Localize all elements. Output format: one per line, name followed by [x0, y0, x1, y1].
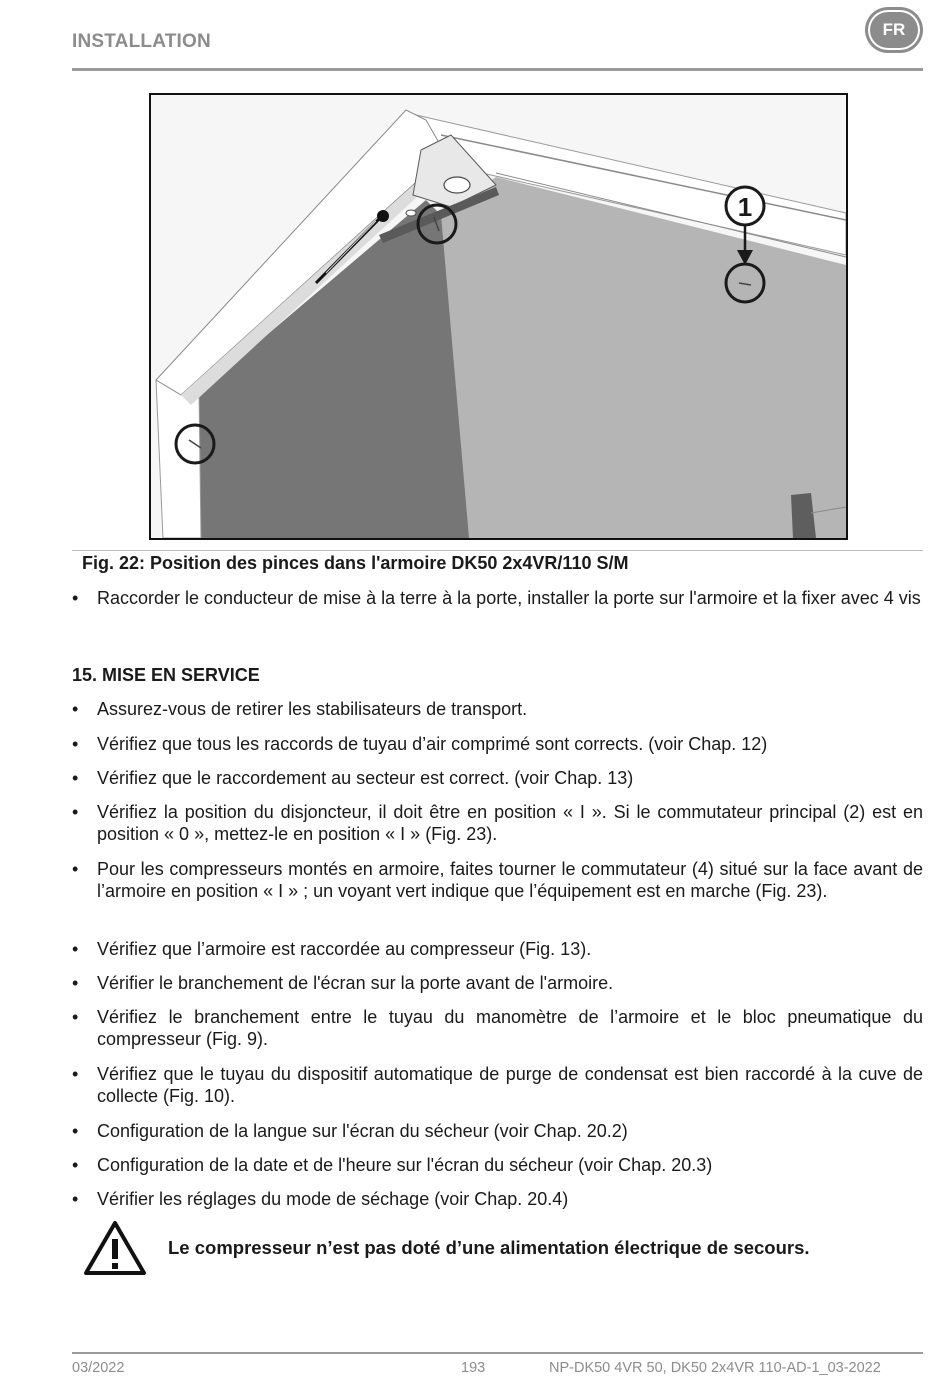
- list-item-text: Vérifiez que tous les raccords de tuyau d’air comprimé sont corrects. (voir Chap. 12): [97, 734, 768, 754]
- bullet-dot: •: [72, 859, 79, 879]
- list-item: [72, 938, 923, 960]
- list-item: [72, 858, 923, 902]
- bullet-dot: •: [72, 1189, 79, 1209]
- list-item-text: Vérifier les réglages du mode de séchage (voir Chap. 20.4): [97, 1189, 569, 1209]
- bullet-dot: •: [72, 588, 79, 608]
- list-item-text: Vérifier le branchement de l'écran sur la porte avant de l'armoire.: [97, 973, 614, 993]
- list-item-text: Vérifiez que l’armoire est raccordée au compresseur (Fig. 13).: [97, 939, 592, 959]
- list-item: [72, 972, 923, 994]
- warning-triangle-icon: [83, 1220, 147, 1276]
- list-item: [72, 1188, 923, 1210]
- bullet-dot: •: [72, 768, 79, 788]
- bullet-dot: •: [72, 1064, 79, 1084]
- list-item-text: Configuration de la date et de l'heure sur l'écran du sécheur (voir Chap. 20.3): [97, 1155, 713, 1175]
- list-item-text: Vérifiez le branchement entre le tuyau du manomètre de l’armoire et le bloc pneumatique du compresseur (Fig. 9).: [97, 1007, 923, 1049]
- figure-cabinet-clamps: [149, 93, 848, 540]
- page-number: 193: [461, 1360, 486, 1376]
- list-item: [72, 733, 923, 755]
- list-item-text: Assurez-vous de retirer les stabilisateurs de transport.: [97, 699, 528, 719]
- caption-rule: [72, 550, 923, 551]
- list-item: [72, 1063, 923, 1107]
- header-rule: [72, 68, 923, 71]
- list-item: [72, 801, 923, 845]
- footer-rule: [72, 1352, 923, 1354]
- bullet-dot: •: [72, 734, 79, 754]
- list-item: [72, 587, 923, 609]
- callout-number: 1: [737, 192, 753, 222]
- footer-document-id: NP-DK50 4VR 50, DK50 2x4VR 110-AD-1_03-2022: [549, 1360, 881, 1376]
- list-item-text: Vérifiez que le raccordement au secteur est correct. (voir Chap. 13): [97, 768, 634, 788]
- list-item-text: Raccorder le conducteur de mise à la terre à la porte, installer la porte sur l'armoire et la fixer avec 4 vis: [97, 588, 921, 608]
- list-item: [72, 1006, 923, 1050]
- bullet-dot: •: [72, 1007, 79, 1027]
- list-item: [72, 1120, 923, 1142]
- footer-date: 03/2022: [72, 1360, 125, 1376]
- cabinet-illustration: [151, 95, 846, 538]
- section-heading: 15. MISE EN SERVICE: [72, 665, 260, 685]
- bullet-dot: •: [72, 699, 79, 719]
- bullet-dot: •: [72, 939, 79, 959]
- list-item-text: Vérifiez que le tuyau du dispositif automatique de purge de condensat est bien raccordé à la cuve de collecte (Fig. 10).: [97, 1064, 923, 1106]
- bullet-dot: •: [72, 1155, 79, 1175]
- list-item: [72, 1154, 923, 1176]
- list-item: [72, 767, 923, 789]
- list-item-text: Vérifiez la position du disjoncteur, il doit être en position « I ». Si le commutateur principal (2) est en position « 0 », mettez-le en position « I » (Fig. 23).: [97, 802, 923, 844]
- bullet-dot: •: [72, 802, 79, 822]
- bullet-dot: •: [72, 1121, 79, 1141]
- figure-caption: Fig. 22: Position des pinces dans l'armoire DK50 2x4VR/110 S/M: [82, 553, 629, 573]
- warning-text: Le compresseur n’est pas doté d’une alimentation électrique de secours.: [168, 1237, 810, 1258]
- bullet-dot: •: [72, 973, 79, 993]
- section-title: INSTALLATION: [72, 31, 211, 52]
- list-item-text: Configuration de la langue sur l'écran du sécheur (voir Chap. 20.2): [97, 1121, 628, 1141]
- list-item-text: Pour les compresseurs montés en armoire, faites tourner le commutateur (4) situé sur la face avant de l’armoire en position « I » ; un voyant vert indique que l’équipement est en marche (Fig. 23).: [97, 859, 923, 901]
- language-badge: FR: [868, 10, 920, 50]
- list-item: [72, 698, 923, 720]
